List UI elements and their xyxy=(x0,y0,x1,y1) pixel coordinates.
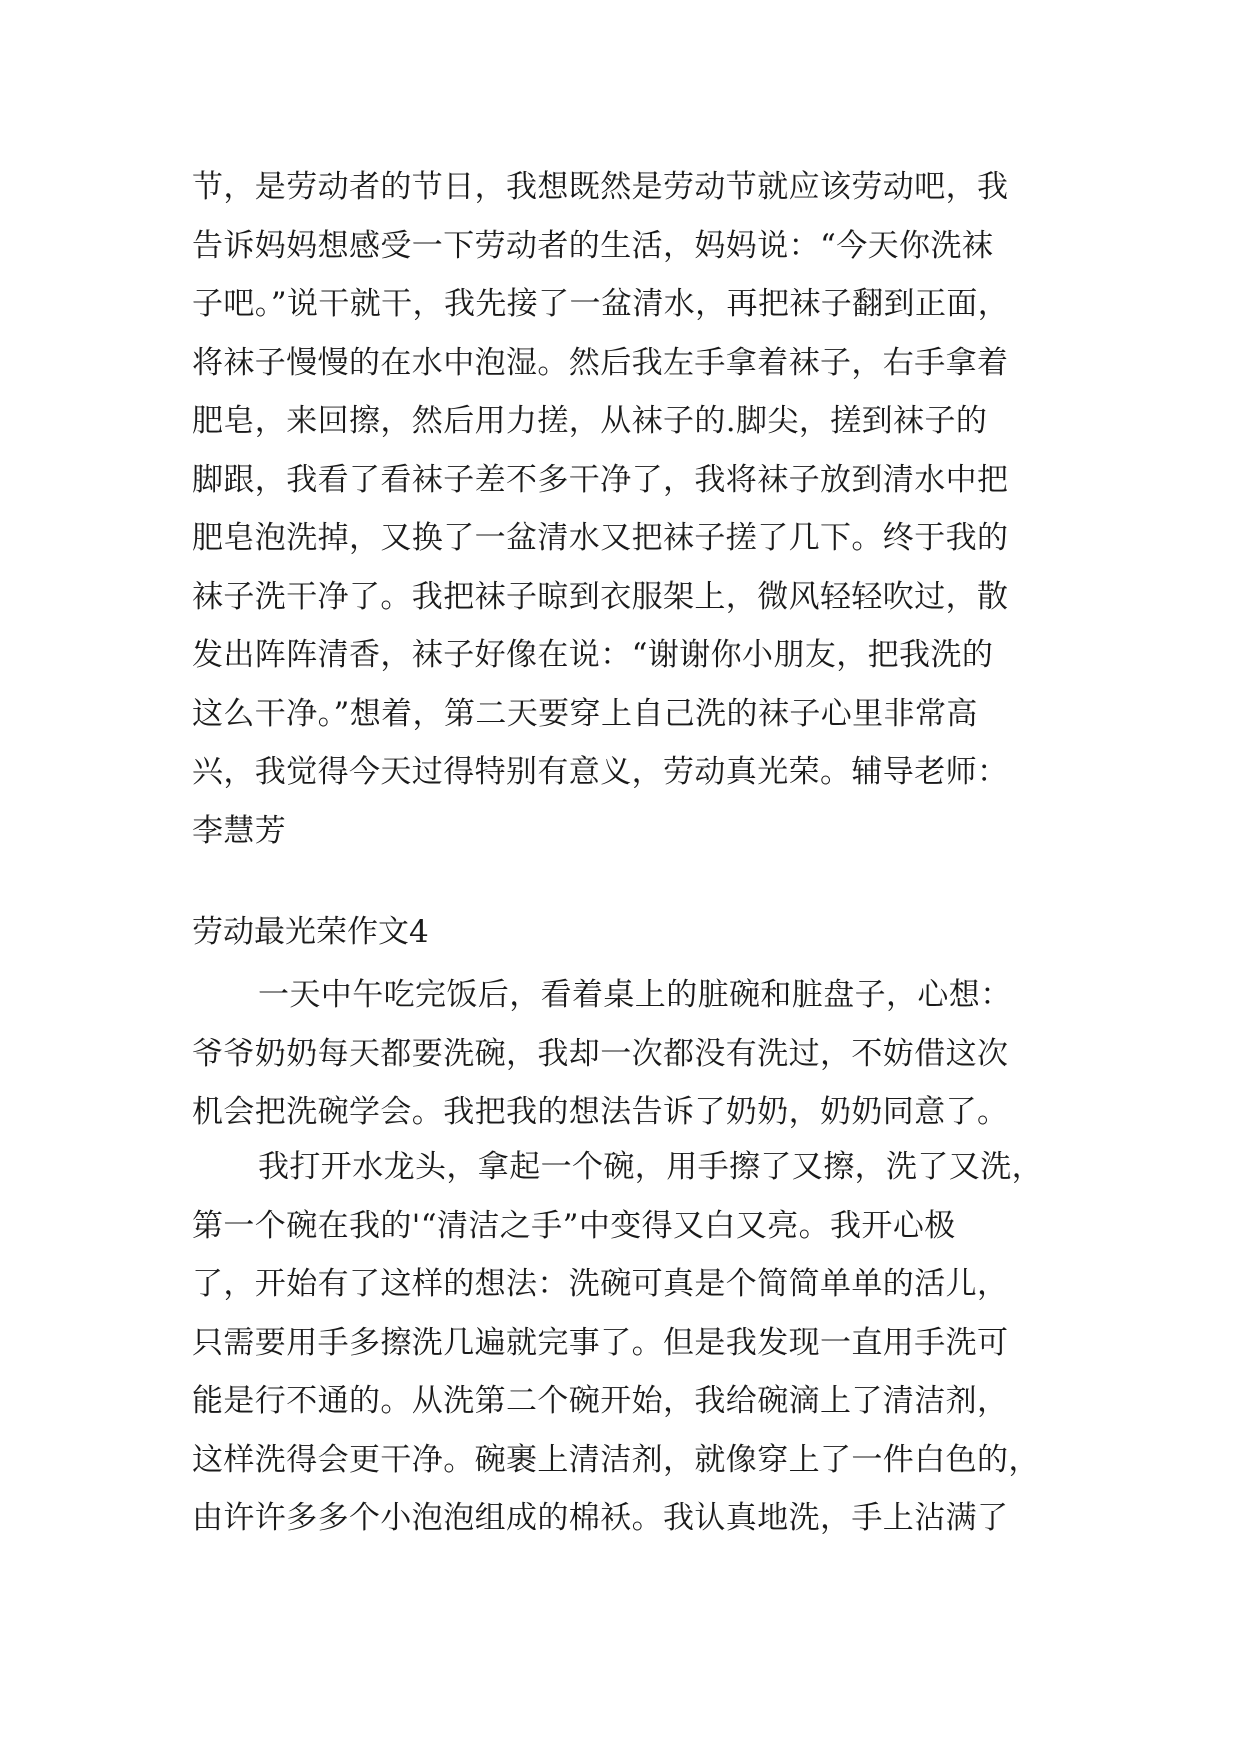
text-line: 节，是劳动者的节日，我想既然是劳动节就应该劳动吧，我 xyxy=(192,169,1009,205)
text-line: 爷爷奶奶每天都要洗碗，我却一次都没有洗过，不妨借这次 xyxy=(192,1035,1009,1072)
text-line: 一天中午吃完饭后，看着桌上的脏碗和脏盘子，心想： xyxy=(258,977,1012,1013)
paragraph-body xyxy=(192,1138,1072,1548)
text-line: 能是行不通的。从洗第二个碗开始，我给碗滴上了清洁剂， xyxy=(192,1383,1009,1419)
section-heading: 劳动最光荣作文4 xyxy=(192,914,429,950)
text-line: 由许许多多个小泡泡组成的棉袄。我认真地洗，手上沾满了 xyxy=(192,1500,1009,1536)
text-line: 这么干净。”想着，第二天要穿上自己洗的袜子心里非常高 xyxy=(192,695,978,732)
text-line: 机会把洗碗学会。我把我的想法告诉了奶奶，奶奶同意了。 xyxy=(192,1094,1009,1130)
text-line: 子吧。”说干就干，我先接了一盆清水，再把袜子翻到正面， xyxy=(192,286,1010,322)
text-line: 只需要用手多擦洗几遍就完事了。但是我发现一直用手洗可 xyxy=(192,1324,1009,1361)
text-line: 第一个碗在我的'“清洁之手”中变得又白又亮。我开心极 xyxy=(192,1207,956,1244)
paragraph-intro xyxy=(192,966,1072,1142)
text-line: 将袜子慢慢的在水中泡湿。然后我左手拿着袜子，右手拿着 xyxy=(192,344,1009,381)
text-line: 肥皂，来回擦，然后用力搓，从袜子的.脚尖，搓到袜子的 xyxy=(192,403,988,439)
text-line: 李慧芳 xyxy=(192,812,287,849)
text-line: 这样洗得会更干净。碗裹上清洁剂，就像穿上了一件白色的， xyxy=(192,1441,1040,1478)
paragraph-continued xyxy=(192,158,1072,860)
text-line: 脚跟，我看了看袜子差不多干净了，我将袜子放到清水中把 xyxy=(192,461,1009,498)
text-line: 了，开始有了这样的想法：洗碗可真是个简简单单的活儿， xyxy=(192,1266,1009,1302)
text-line: 发出阵阵清香，袜子好像在说：“谢谢你小朋友，把我洗的 xyxy=(192,637,994,673)
text-line: 肥皂泡洗掉，又换了一盆清水又把袜子搓了几下。终于我的 xyxy=(192,520,1009,556)
text-line: 告诉妈妈想感受一下劳动者的生活，妈妈说：“今天你洗袜 xyxy=(192,227,994,264)
text-line: 兴，我觉得今天过得特别有意义，劳动真光荣。辅导老师： xyxy=(192,754,1009,790)
text-line: 袜子洗干净了。我把袜子晾到衣服架上，微风轻轻吹过，散 xyxy=(192,578,1009,615)
text-line: 我打开水龙头，拿起一个碗，用手擦了又擦，洗了又洗， xyxy=(258,1149,1043,1185)
